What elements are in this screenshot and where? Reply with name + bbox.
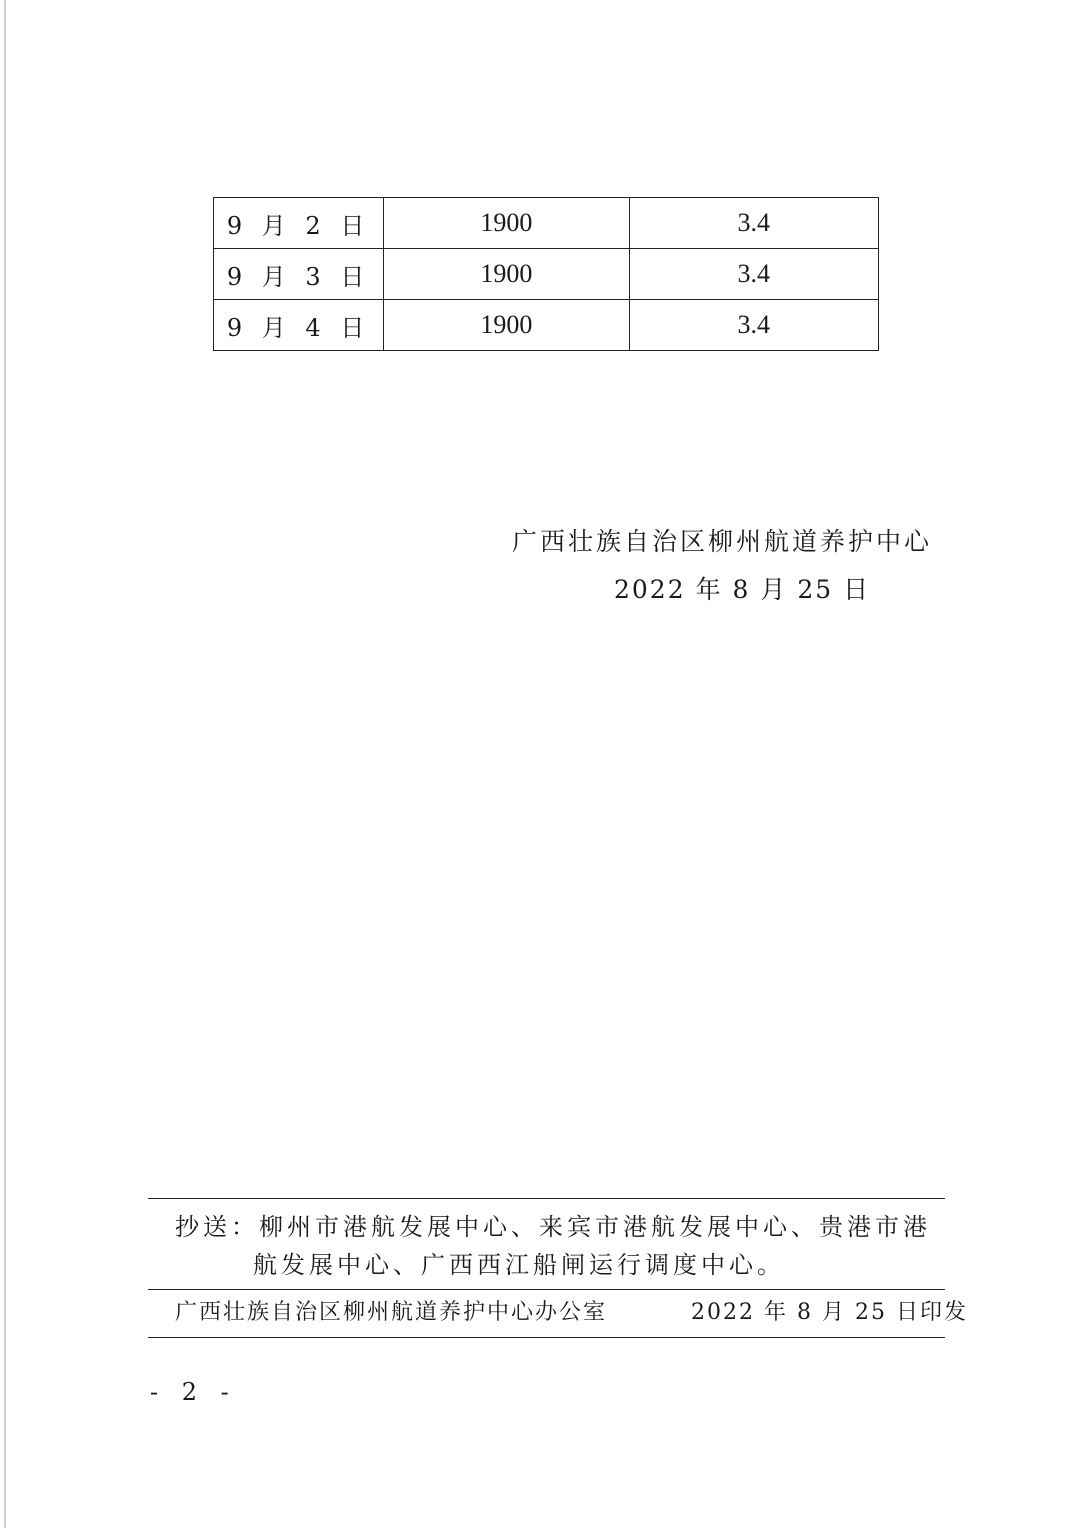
divider-middle [148,1289,945,1290]
divider-top [148,1198,945,1199]
table-row [214,300,879,351]
date-cell: 9 月 3 日 [214,249,384,300]
value-cell: 1900 [384,249,629,300]
issue-date: 2022 年 8 月 25 日印发 [691,1300,968,1325]
signature-organization: 广西壮族自治区柳州航道养护中心 [512,527,933,556]
date-cell: 9 月 2 日 [214,198,384,249]
value-cell: 3.4 [629,249,878,300]
table-row [214,249,879,300]
value-cell: 3.4 [629,198,878,249]
divider-bottom [148,1337,945,1338]
page-edge-line [4,0,6,1528]
cc-line-1: 抄送：柳州市港航发展中心、来宾市港航发展中心、贵港市港 [175,1213,931,1241]
table-row [214,198,879,249]
page-number: - 2 - [150,1378,237,1406]
value-cell: 1900 [384,300,629,351]
cc-block [175,1208,945,1284]
signature-date: 2022 年 8 月 25 日 [614,575,871,604]
issuer-office: 广西壮族自治区柳州航道养护中心办公室 [175,1300,608,1325]
date-cell: 9 月 4 日 [214,300,384,351]
schedule-table [213,197,879,351]
cc-line-2: 航发展中心、广西西江船闸运行调度中心。 [253,1251,785,1279]
value-cell: 3.4 [629,300,878,351]
value-cell: 1900 [384,198,629,249]
